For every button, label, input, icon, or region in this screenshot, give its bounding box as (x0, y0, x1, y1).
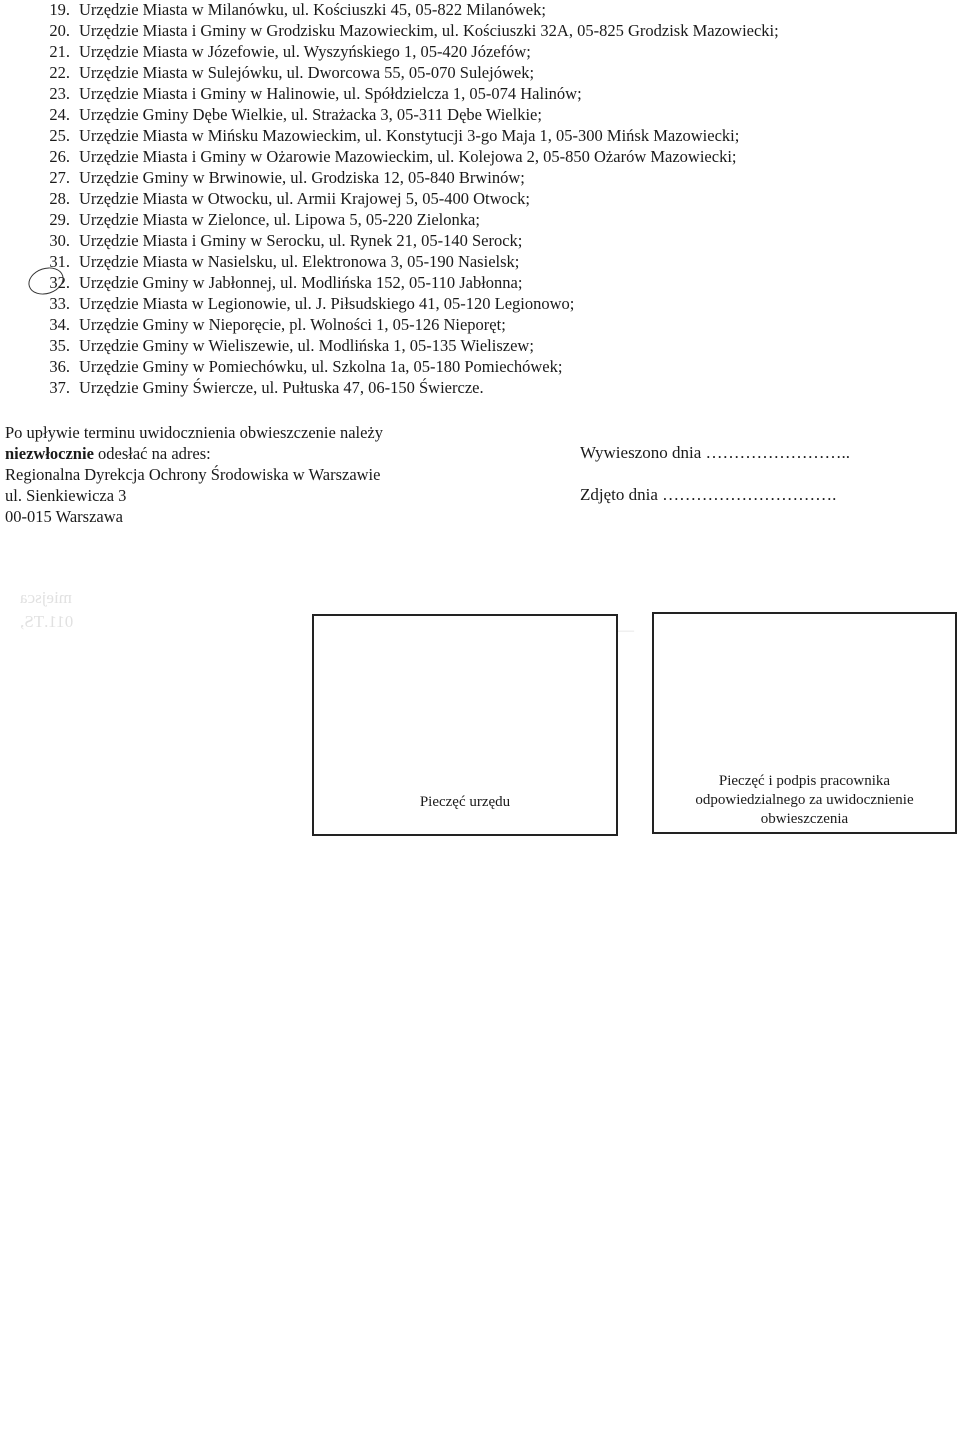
list-item (38, 357, 938, 378)
list-item-text: Urzędzie Gminy w Nieporęcie, pl. Wolności 1, 05-126 Nieporęt; (79, 315, 506, 334)
list-item-number: 23. (49, 84, 70, 103)
list-item-text: Urzędzie Miasta w Mińsku Mazowieckim, ul. Konstytucji 3-go Maja 1, 05-300 Mińsk Mazowiecki; (79, 126, 740, 145)
list-item (38, 0, 938, 21)
office-list (38, 0, 938, 399)
list-item (38, 210, 938, 231)
urgent-word: niezwłocznie (5, 444, 94, 463)
removed-label: Zdjęto dnia (580, 485, 658, 504)
list-item-number: 32. (49, 273, 70, 292)
list-item (38, 336, 938, 357)
list-item (38, 252, 938, 273)
list-item-number: 31. (49, 252, 70, 271)
posting-dates (580, 443, 910, 527)
list-item-text: Urzędzie Miasta w Józefowie, ul. Wyszyńskiego 1, 05-420 Józefów; (79, 42, 531, 61)
list-item-text: Urzędzie Gminy Dębe Wielkie, ul. Strażacka 3, 05-311 Dębe Wielkie; (79, 105, 542, 124)
list-item-text: Urzędzie Gminy w Jabłonnej, ul. Modlińska 152, 05-110 Jabłonna; (79, 273, 523, 292)
list-item-number: 27. (49, 168, 70, 187)
list-item (38, 231, 938, 252)
bleed-through-text: 011.TS, (20, 612, 74, 631)
list-item-number: 37. (49, 378, 70, 397)
list-item (38, 189, 938, 210)
list-item (38, 63, 938, 84)
employee-stamp-caption (654, 772, 955, 829)
list-item (38, 315, 938, 336)
list-item-text: Urzędzie Miasta w Sulejówku, ul. Dworcowa 55, 05-070 Sulejówek; (79, 63, 535, 82)
posted-label: Wywieszono dnia (580, 443, 702, 462)
list-item (38, 168, 938, 189)
list-item-number: 20. (49, 21, 70, 40)
office-stamp-box (312, 614, 618, 836)
list-item (38, 294, 938, 315)
list-item-text: Urzędzie Miasta w Legionowie, ul. J. Piłsudskiego 41, 05-120 Legionowo; (79, 294, 575, 313)
list-item-text: Urzędzie Gminy w Brwinowie, ul. Grodziska 12, 05-840 Brwinów; (79, 168, 525, 187)
list-item-number: 21. (49, 42, 70, 61)
bleed-through-text: — (618, 622, 634, 639)
list-item-text: Urzędzie Gminy Świercze, ul. Pułtuska 47, 06-150 Świercze. (79, 378, 484, 397)
return-line-1: Po upływie terminu uwidocznienia obwieszczenie należy (5, 423, 383, 442)
list-item-text: Urzędzie Miasta i Gminy w Ożarowie Mazowieckim, ul. Kolejowa 2, 05-850 Ożarów Mazowiecki; (79, 147, 737, 166)
list-item-number: 29. (49, 210, 70, 229)
list-item-number: 19. (49, 0, 70, 19)
list-item (38, 273, 938, 294)
list-item (38, 42, 938, 63)
list-item (38, 21, 938, 42)
list-item (38, 147, 938, 168)
removed-date-field[interactable] (580, 485, 910, 527)
return-address-office: Regionalna Dyrekcja Ochrony Środowiska w Warszawie (5, 465, 381, 484)
list-item (38, 84, 938, 105)
return-line-2 (5, 443, 475, 464)
list-item-text: Urzędzie Miasta w Zielonce, ul. Lipowa 5, 05-220 Zielonka; (79, 210, 480, 229)
removed-dots: …………………………. (662, 485, 837, 504)
list-item-text: Urzędzie Miasta i Gminy w Serocku, ul. Rynek 21, 05-140 Serock; (79, 231, 523, 250)
list-item-text: Urzędzie Miasta w Otwocku, ul. Armii Krajowej 5, 05-400 Otwock; (79, 189, 530, 208)
list-item-number: 24. (49, 105, 70, 124)
list-item-text: Urzędzie Gminy w Pomiechówku, ul. Szkolna 1a, 05-180 Pomiechówek; (79, 357, 563, 376)
list-item-number: 33. (49, 294, 70, 313)
list-item-text: Urzędzie Miasta w Milanówku, ul. Kościuszki 45, 05-822 Milanówek; (79, 0, 546, 19)
list-item-number: 36. (49, 357, 70, 376)
return-line-2-rest: odesłać na adres: (93, 444, 211, 463)
employee-caption-line-1: Pieczęć i podpis pracownika (718, 773, 891, 789)
list-item-text: Urzędzie Miasta i Gminy w Grodzisku Mazowieckim, ul. Kościuszki 32A, 05-825 Grodzisk Mazowiecki; (79, 21, 779, 40)
list-item (38, 378, 938, 399)
return-address-postcode: 00-015 Warszawa (5, 507, 123, 526)
posted-date-field[interactable] (580, 443, 910, 485)
employee-stamp-signature-box (652, 612, 957, 834)
bleed-through-text: miejsca (20, 588, 72, 607)
list-item-number: 26. (49, 147, 70, 166)
list-item-number: 34. (49, 315, 70, 334)
list-item-number: 30. (49, 231, 70, 250)
office-stamp-caption: Pieczęć urzędu (419, 794, 511, 810)
list-item-text: Urzędzie Gminy w Wieliszewie, ul. Modlińska 1, 05-135 Wieliszew; (79, 336, 534, 355)
list-item-text: Urzędzie Miasta w Nasielsku, ul. Elektronowa 3, 05-190 Nasielsk; (79, 252, 520, 271)
list-item-number: 22. (49, 63, 70, 82)
return-instructions (5, 422, 475, 527)
list-item (38, 126, 938, 147)
posted-dots: …………………….. (705, 443, 850, 462)
employee-caption-line-3: obwieszczenia (760, 811, 849, 827)
list-item-text: Urzędzie Miasta i Gminy w Halinowie, ul. Spółdzielcza 1, 05-074 Halinów; (79, 84, 582, 103)
list-item-number: 25. (49, 126, 70, 145)
return-address-street: ul. Sienkiewicza 3 (5, 486, 127, 505)
employee-caption-line-2: odpowiedzialnego za uwidocznienie (695, 792, 914, 808)
list-item-number: 28. (49, 189, 70, 208)
list-item (38, 105, 938, 126)
list-item-number: 35. (49, 336, 70, 355)
